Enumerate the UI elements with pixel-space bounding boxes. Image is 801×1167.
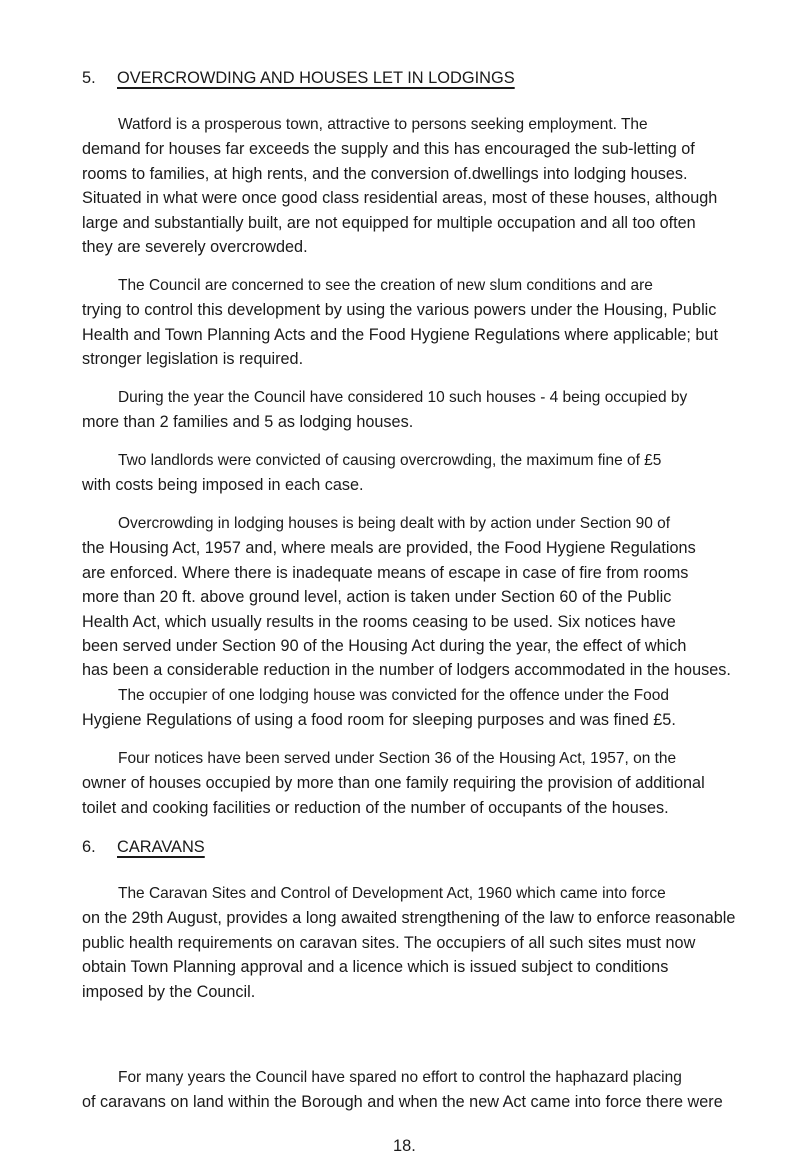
text-line: with costs being imposed in each case. bbox=[82, 476, 364, 495]
text-line: Health and Town Planning Acts and the Food Hygiene Regulations where applicable; but bbox=[82, 325, 718, 344]
text-line: toilet and cooking facilities or reduction of the number of occupants of the houses. bbox=[82, 798, 669, 817]
text-line: more than 2 families and 5 as lodging houses. bbox=[82, 413, 414, 432]
section-5-heading bbox=[82, 66, 515, 90]
paragraph bbox=[82, 684, 801, 733]
text-line: For many years the Council have spared no effort to control the haphazard placing bbox=[118, 1069, 682, 1086]
text-line: rooms to families, at high rents, and the conversion of.dwellings into lodging houses. bbox=[82, 164, 688, 183]
text-line: The Council are concerned to see the creation of new slum conditions and are bbox=[118, 277, 653, 294]
section-6-number: 6. bbox=[82, 838, 96, 856]
section-5-number: 5. bbox=[82, 69, 96, 87]
text-line: on the 29th August, provides a long awaited strengthening of the law to enforce reasonable bbox=[82, 909, 736, 928]
text-line: stronger legislation is required. bbox=[82, 350, 304, 369]
paragraph bbox=[82, 386, 801, 435]
paragraph bbox=[82, 512, 801, 683]
text-line: Watford is a prosperous town, attractive to persons seeking employment. The bbox=[118, 116, 648, 133]
text-line: During the year the Council have considered 10 such houses - 4 being occupied by bbox=[118, 389, 688, 406]
text-line: the Housing Act, 1957 and, where meals are provided, the Food Hygiene Regulations bbox=[82, 539, 696, 558]
paragraph bbox=[82, 1066, 801, 1115]
text-line: been served under Section 90 of the Housing Act during the year, the effect of which bbox=[82, 637, 687, 656]
paragraph bbox=[82, 882, 801, 1004]
text-line: more than 20 ft. above ground level, action is taken under Section 60 of the Public bbox=[82, 588, 672, 607]
text-line: are enforced. Where there is inadequate means of escape in case of fire from rooms bbox=[82, 563, 689, 582]
text-line: obtain Town Planning approval and a licence which is issued subject to conditions bbox=[82, 958, 669, 977]
paragraph bbox=[82, 274, 801, 372]
text-line: of caravans on land within the Borough and when the new Act came into force there were bbox=[82, 1093, 723, 1112]
text-line: demand for houses far exceeds the supply and this has encouraged the sub-letting of bbox=[82, 140, 695, 159]
section-6-heading bbox=[82, 835, 205, 859]
text-line: Four notices have been served under Section 36 of the Housing Act, 1957, on the bbox=[118, 750, 677, 767]
paragraph bbox=[82, 113, 801, 259]
text-line: The Caravan Sites and Control of Development Act, 1960 which came into force bbox=[118, 885, 666, 902]
section-6-title: CARAVANS bbox=[117, 838, 205, 856]
text-line: Health Act, which usually results in the rooms ceasing to be used. Six notices have bbox=[82, 612, 676, 631]
paragraph bbox=[82, 449, 801, 498]
text-line: trying to control this development by using the various powers under the Housing, Public bbox=[82, 301, 717, 320]
page-number: 18. bbox=[393, 1137, 416, 1155]
text-line: Situated in what were once good class residential areas, most of these houses, although bbox=[82, 189, 718, 208]
text-line: imposed by the Council. bbox=[82, 982, 256, 1001]
text-line: they are severely overcrowded. bbox=[82, 238, 308, 257]
text-line: large and substantially built, are not equipped for multiple occupation and all too often bbox=[82, 213, 696, 232]
text-line: The occupier of one lodging house was convicted for the offence under the Food bbox=[118, 687, 669, 704]
paragraph bbox=[82, 747, 801, 820]
text-line: Two landlords were convicted of causing overcrowding, the maximum fine of £5 bbox=[118, 452, 662, 469]
text-line: public health requirements on caravan sites. The occupiers of all such sites must now bbox=[82, 933, 696, 952]
text-line: Hygiene Regulations of using a food room for sleeping purposes and was fined £5. bbox=[82, 711, 676, 730]
text-line: Overcrowding in lodging houses is being dealt with by action under Section 90 of bbox=[118, 515, 671, 532]
text-line: owner of houses occupied by more than one family requiring the provision of additional bbox=[82, 774, 705, 793]
text-line: has been a considerable reduction in the number of lodgers accommodated in the houses. bbox=[82, 661, 731, 680]
section-5-title: OVERCROWDING AND HOUSES LET IN LODGINGS bbox=[117, 69, 515, 87]
